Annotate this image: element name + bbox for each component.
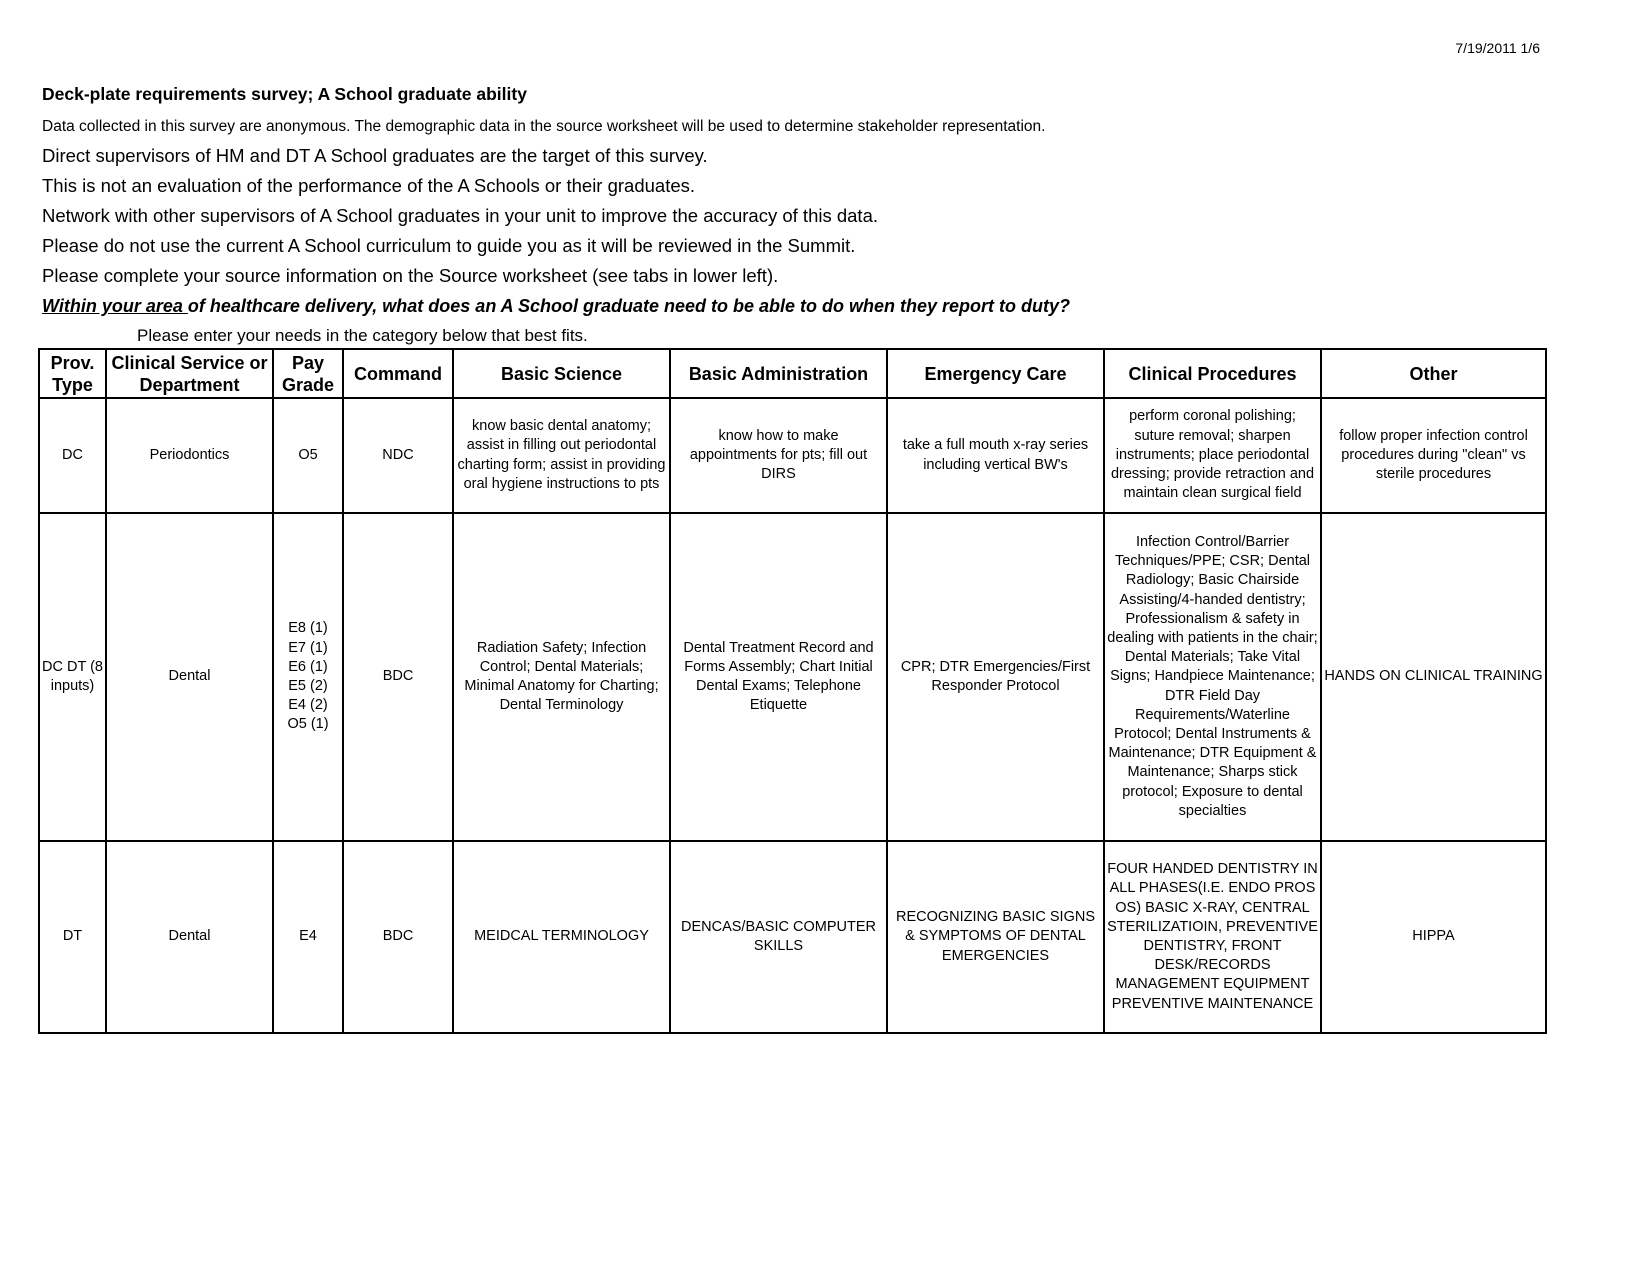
cell-basic-administration: know how to make appointments for pts; fill out DIRS — [670, 398, 887, 513]
question-rest: of healthcare delivery, what does an A School graduate need to be able to do when they report to duty? — [187, 296, 1071, 316]
instruction-line-3: Network with other supervisors of A School graduates in your unit to improve the accuracy of this data. — [42, 205, 879, 226]
cell-command: BDC — [343, 841, 453, 1033]
cell-prov-type: DC DT (8 inputs) — [39, 513, 106, 841]
category-instruction: Please enter your needs in the category below that best fits. — [137, 326, 588, 345]
cell-pay-grade: E8 (1) E7 (1) E6 (1) E5 (2) E4 (2) O5 (1) — [273, 513, 343, 841]
document-title: Deck-plate requirements survey; A School graduate ability — [42, 84, 527, 104]
cell-basic-science: MEIDCAL TERMINOLOGY — [453, 841, 670, 1033]
header-pay-grade: Pay Grade — [273, 349, 343, 398]
cell-clinical-procedures: FOUR HANDED DENTISTRY IN ALL PHASES(I.E. ENDO PROS OS) BASIC X-RAY, CENTRAL STERILIZATIOIN, PREVENTIVE DENTISTRY, FRONT DESK/RECORDS MANAGEMENT EQUIPMENT PREVENTIVE MAINTENANCE — [1104, 841, 1321, 1033]
cell-prov-type: DC — [39, 398, 106, 513]
cell-emergency-care: RECOGNIZING BASIC SIGNS & SYMPTOMS OF DENTAL EMERGENCIES — [887, 841, 1104, 1033]
cell-other: follow proper infection control procedures during "clean" vs sterile procedures — [1321, 398, 1546, 513]
question-underlined: Within your area — [42, 296, 188, 316]
header-command: Command — [343, 349, 453, 398]
header-basic-science: Basic Science — [453, 349, 670, 398]
instruction-line-5: Please complete your source information on the Source worksheet (see tabs in lower left). — [42, 265, 779, 286]
table-row — [39, 513, 1546, 841]
cell-basic-science: know basic dental anatomy; assist in filling out periodontal charting form; assist in providing oral hygiene instructions to pts — [453, 398, 670, 513]
cell-clinical-service: Dental — [106, 841, 273, 1033]
header-clinical-procedures: Clinical Procedures — [1104, 349, 1321, 398]
cell-prov-type: DT — [39, 841, 106, 1033]
instruction-line-1: Direct supervisors of HM and DT A School graduates are the target of this survey. — [42, 145, 708, 166]
cell-other: HANDS ON CLINICAL TRAINING — [1321, 513, 1546, 841]
header-emergency-care: Emergency Care — [887, 349, 1104, 398]
header-prov-type: Prov. Type — [39, 349, 106, 398]
cell-clinical-procedures: Infection Control/Barrier Techniques/PPE; CSR; Dental Radiology; Basic Chairside Assisting/4-handed dentistry; Professionalism & safety in dealing with patients in the chair; Dental Materials; Take Vital Signs; Handpiece Maintenance; DTR Field Day Requirements/Waterline Protocol; Dental Instruments & Maintenance; DTR Equipment & Maintenance; Sharps stick protocol; Exposure to dental specialties — [1104, 513, 1321, 841]
cell-pay-grade: O5 — [273, 398, 343, 513]
instruction-line-4: Please do not use the current A School curriculum to guide you as it will be reviewed in the Summit. — [42, 235, 856, 256]
header-basic-administration: Basic Administration — [670, 349, 887, 398]
survey-question — [42, 296, 1070, 317]
cell-clinical-procedures: perform coronal polishing; suture removal; sharpen instruments; place periodontal dressing; provide retraction and maintain clean surgical field — [1104, 398, 1321, 513]
cell-basic-science: Radiation Safety; Infection Control; Dental Materials; Minimal Anatomy for Charting; Dental Terminology — [453, 513, 670, 841]
cell-pay-grade: E4 — [273, 841, 343, 1033]
cell-emergency-care: CPR; DTR Emergencies/First Responder Protocol — [887, 513, 1104, 841]
cell-command: NDC — [343, 398, 453, 513]
instruction-line-2: This is not an evaluation of the performance of the A Schools or their graduates. — [42, 175, 696, 196]
cell-clinical-service: Dental — [106, 513, 273, 841]
date-page-number: 7/19/2011 1/6 — [1455, 40, 1540, 56]
table-row — [39, 398, 1546, 513]
survey-table — [38, 348, 1547, 1034]
cell-other: HIPPA — [1321, 841, 1546, 1033]
cell-basic-administration: DENCAS/BASIC COMPUTER SKILLS — [670, 841, 887, 1033]
table-row — [39, 841, 1546, 1033]
header-clinical-service: Clinical Service or Department — [106, 349, 273, 398]
cell-command: BDC — [343, 513, 453, 841]
cell-emergency-care: take a full mouth x-ray series including vertical BW's — [887, 398, 1104, 513]
cell-clinical-service: Periodontics — [106, 398, 273, 513]
anonymity-note: Data collected in this survey are anonymous. The demographic data in the source worksheet will be used to determine stakeholder representation. — [42, 118, 1046, 135]
header-other: Other — [1321, 349, 1546, 398]
table-header-row — [39, 349, 1546, 398]
cell-basic-administration: Dental Treatment Record and Forms Assembly; Chart Initial Dental Exams; Telephone Etiquette — [670, 513, 887, 841]
